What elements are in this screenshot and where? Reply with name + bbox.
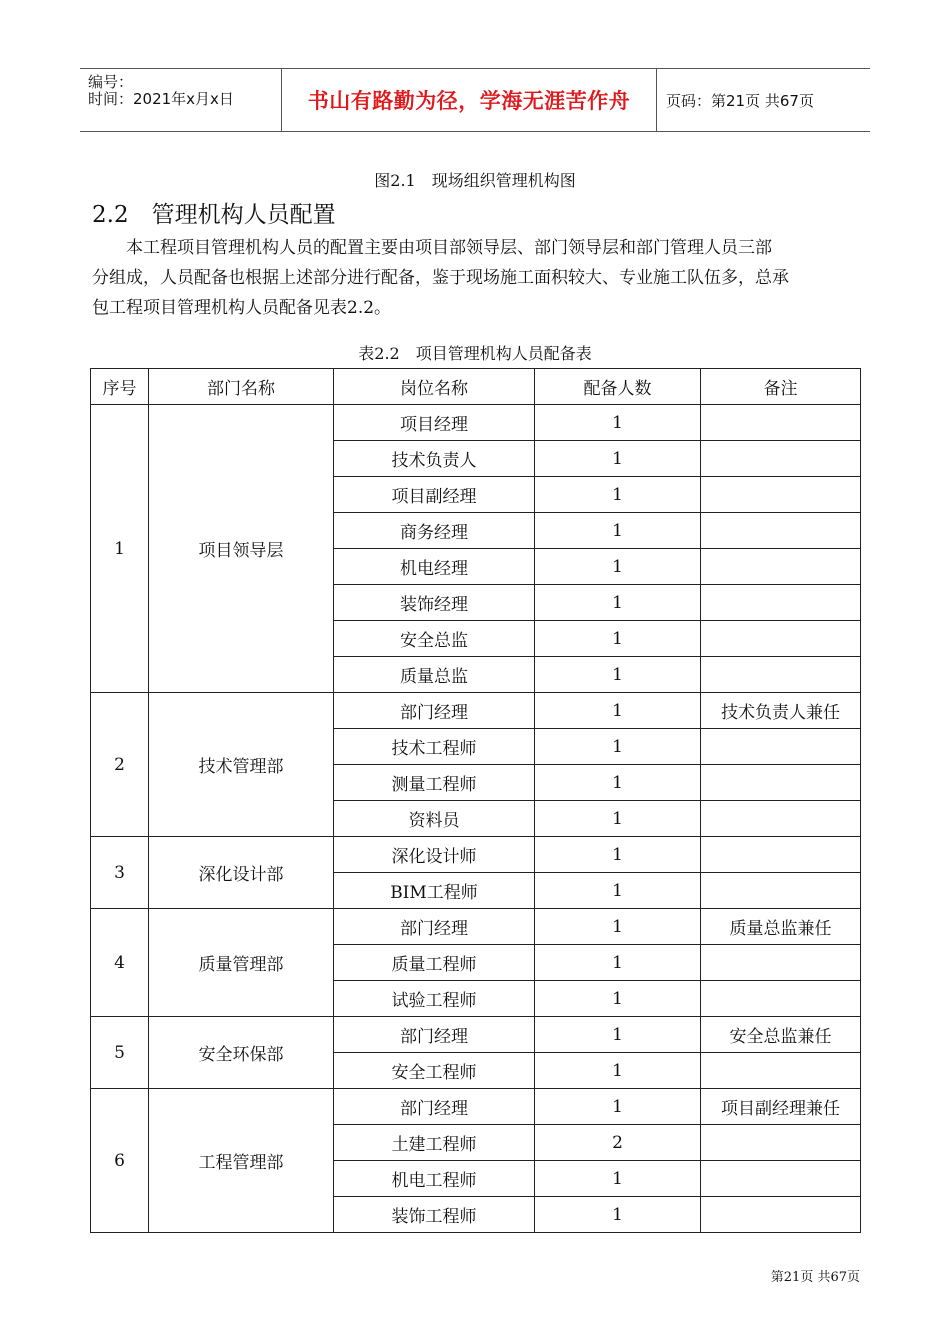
cell-position: 测量工程师 [334, 765, 535, 801]
cell-count: 1 [535, 693, 701, 729]
cell-position: BIM工程师 [334, 873, 535, 909]
cell-note [701, 513, 861, 549]
cell-position: 技术工程师 [334, 729, 535, 765]
page-footer: 第21页 共67页 [770, 1270, 860, 1285]
cell-count: 1 [535, 441, 701, 477]
cell-count: 1 [535, 405, 701, 441]
table-header-row [91, 369, 861, 405]
cell-count: 1 [535, 981, 701, 1017]
cell-count: 1 [535, 945, 701, 981]
cell-position: 土建工程师 [334, 1125, 535, 1161]
cell-note [701, 1053, 861, 1089]
cell-position: 试验工程师 [334, 981, 535, 1017]
page-header [80, 68, 870, 132]
cell-count: 1 [535, 909, 701, 945]
table-row [91, 837, 861, 873]
cell-count: 1 [535, 765, 701, 801]
document-date-label: 时间：2021年x月x日 [88, 90, 234, 108]
cell-count: 1 [535, 1053, 701, 1089]
header-motto: 书山有路勤为径，学海无涯苦作舟 [307, 89, 631, 113]
cell-dept-name: 项目领导层 [149, 405, 334, 693]
cell-position: 技术负责人 [334, 441, 535, 477]
cell-position: 安全总监 [334, 621, 535, 657]
cell-position: 商务经理 [334, 513, 535, 549]
cell-position: 部门经理 [334, 909, 535, 945]
cell-note [701, 765, 861, 801]
cell-position: 项目经理 [334, 405, 535, 441]
table-row [91, 1089, 861, 1125]
cell-group-no: 5 [91, 1017, 149, 1089]
cell-count: 1 [535, 585, 701, 621]
cell-count: 1 [535, 621, 701, 657]
cell-note [701, 729, 861, 765]
cell-group-no: 6 [91, 1089, 149, 1233]
cell-dept-name: 质量管理部 [149, 909, 334, 1017]
cell-note [701, 585, 861, 621]
cell-position: 装饰经理 [334, 585, 535, 621]
header-count: 配备人数 [535, 369, 701, 405]
cell-position: 深化设计师 [334, 837, 535, 873]
header-no: 序号 [91, 369, 149, 405]
cell-position: 部门经理 [334, 1017, 535, 1053]
cell-position: 资料员 [334, 801, 535, 837]
cell-group-no: 1 [91, 405, 149, 693]
cell-note [701, 837, 861, 873]
cell-position: 装饰工程师 [334, 1197, 535, 1233]
cell-note [701, 873, 861, 909]
cell-note: 技术负责人兼任 [701, 693, 861, 729]
cell-note [701, 549, 861, 585]
cell-note [701, 621, 861, 657]
header-page-cell [656, 69, 870, 131]
cell-count: 1 [535, 549, 701, 585]
cell-count: 1 [535, 729, 701, 765]
cell-count: 1 [535, 477, 701, 513]
cell-note [701, 1197, 861, 1233]
cell-note [701, 477, 861, 513]
cell-group-no: 4 [91, 909, 149, 1017]
cell-count: 1 [535, 1161, 701, 1197]
header-position: 岗位名称 [334, 369, 535, 405]
table-body [91, 405, 861, 1233]
table-caption: 表2.2 项目管理机构人员配备表 [358, 344, 592, 363]
cell-count: 1 [535, 657, 701, 693]
cell-dept-name: 技术管理部 [149, 693, 334, 837]
cell-position: 部门经理 [334, 693, 535, 729]
cell-group-no: 3 [91, 837, 149, 909]
cell-count: 2 [535, 1125, 701, 1161]
cell-count: 1 [535, 513, 701, 549]
table-row [91, 909, 861, 945]
cell-dept-name: 深化设计部 [149, 837, 334, 909]
cell-position: 安全工程师 [334, 1053, 535, 1089]
cell-note [701, 441, 861, 477]
cell-group-no: 2 [91, 693, 149, 837]
paragraph-line: 分组成，人员配备也根据上述部分进行配备，鉴于现场施工面积较大、专业施工队伍多，总承 [92, 268, 789, 288]
header-dept: 部门名称 [149, 369, 334, 405]
cell-count: 1 [535, 837, 701, 873]
cell-count: 1 [535, 1197, 701, 1233]
cell-note [701, 405, 861, 441]
cell-note [701, 1125, 861, 1161]
cell-note: 安全总监兼任 [701, 1017, 861, 1053]
cell-count: 1 [535, 1089, 701, 1125]
cell-count: 1 [535, 873, 701, 909]
cell-position: 机电经理 [334, 549, 535, 585]
paragraph-line: 包工程项目管理机构人员配备见表2.2。 [92, 298, 392, 318]
header-motto-cell [281, 69, 657, 131]
cell-count: 1 [535, 801, 701, 837]
cell-note: 项目副经理兼任 [701, 1089, 861, 1125]
cell-position: 项目副经理 [334, 477, 535, 513]
cell-note [701, 981, 861, 1017]
cell-position: 质量工程师 [334, 945, 535, 981]
cell-note [701, 801, 861, 837]
figure-caption: 图2.1 现场组织管理机构图 [374, 171, 576, 190]
cell-note [701, 657, 861, 693]
cell-position: 质量总监 [334, 657, 535, 693]
cell-note: 质量总监兼任 [701, 909, 861, 945]
paragraph-line: 本工程项目管理机构人员的配置主要由项目部领导层、部门领导层和部门管理人员三部 [126, 238, 772, 258]
header-page-info: 页码：第21页 共67页 [666, 91, 814, 110]
header-meta-cell [80, 69, 281, 131]
staffing-table [90, 368, 861, 1233]
table-row [91, 693, 861, 729]
header-note: 备注 [701, 369, 861, 405]
table-row [91, 1017, 861, 1053]
cell-dept-name: 安全环保部 [149, 1017, 334, 1089]
cell-position: 部门经理 [334, 1089, 535, 1125]
section-heading: 2.2 管理机构人员配置 [92, 202, 336, 228]
table-row [91, 405, 861, 441]
cell-note [701, 945, 861, 981]
cell-dept-name: 工程管理部 [149, 1089, 334, 1233]
document-number-label: 编号： [88, 73, 134, 91]
cell-note [701, 1161, 861, 1197]
cell-position: 机电工程师 [334, 1161, 535, 1197]
cell-count: 1 [535, 1017, 701, 1053]
